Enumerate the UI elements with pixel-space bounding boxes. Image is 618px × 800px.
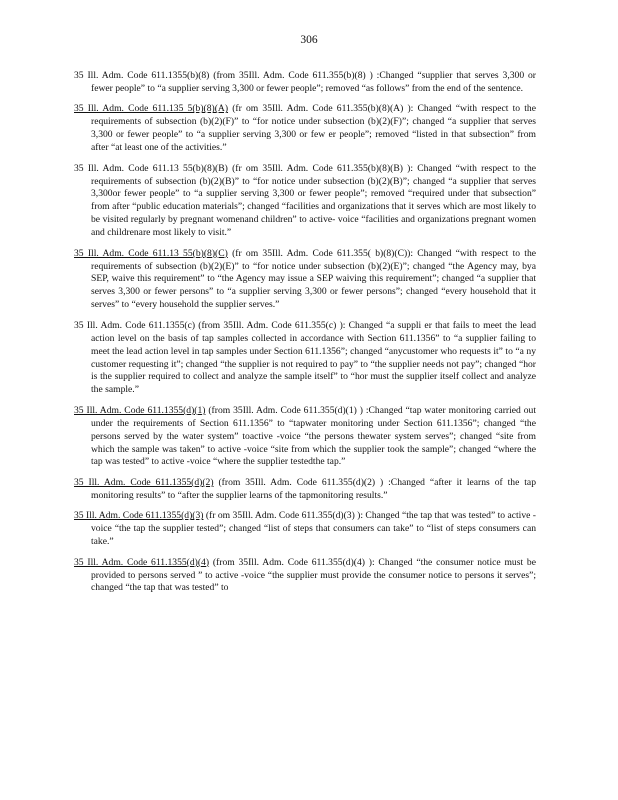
amendment-entry <box>74 103 536 155</box>
amendment-entry <box>74 510 536 549</box>
entry-description: (from 35Ill. Adm. Code 611.355(d)(2) ) :Changed “after it learns of the tap monitoring results” to “after the supplier learns of the tapmonitoring results.” <box>91 476 536 501</box>
entry-description: (fr om 35Ill. Adm. Code 611.355(b)(8)(A) ): Changed “with respect to the requirements of subsection (b)(2)(F)” to “for notice under subsection (b)(2)(F)”; changed “a supplier that serves 3,300 or fewer people” to “a supplier serving 3,300 or few er people”; removed “listed in that subsection” from after “at least one of the activities.” <box>91 103 536 154</box>
entry-description: (fr om 35Ill. Adm. Code 611.355( b)(8)(C)): Changed “with respect to the requirements of subsection (b)(2)(E)” to “for notice under subsection (b)(2)(E)”; changed “the Agency may, bya SEP, waive this requirement” to “the Agency may issue a SEP waiving this requirement”; changed “a supplier that serves 3,300 or fewer persons” to “a supplier serving 3,300 or fewer persons”; changed “every household that it serves” to “every household the supplier serves.” <box>91 247 537 311</box>
entry-citation: 35 Ill. Adm. Code 611.1355(b)(8) <box>74 70 210 81</box>
entry-description: (from 35Ill. Adm. Code 611.355(d)(1) ) :Changed “tap water monitoring carried out under the requirements of Section 611.1356” to “tapwater monitoring under Section 611.1356”; changed “the persons served by the water system” toactive -voice “the persons thewater system serves”; changed “site from which the sample was taken” to active -voice “site from which the supplier took the sample”; changed “where the tap was tested” to active -voice “where the supplier testedthe tap.” <box>91 404 536 468</box>
amendment-entry <box>74 405 536 470</box>
amendment-entry <box>74 320 536 397</box>
amendment-entry <box>74 70 536 96</box>
entry-description: (from 35Ill. Adm. Code 611.355(c) ): Changed “a suppli er that fails to meet the lead action level on the basis of tap samples collected in accordance with Section 611.1356” to “a supplier failing to meet the lead action level in tap samples under Section 611.1356”; changed “anycustomer who requests it” to “a ny customer requesting it”; changed “the supplier is not required to pay” to “the supplier needs not pay”; changed “hor is the supplier required to collect and analyze the sample itself” to “hor must the supplier itself collect and analyze the sample.” <box>91 319 536 396</box>
entry-citation: 35 Ill. Adm. Code 611.13 55(b)(8)(C) <box>74 247 228 259</box>
amendment-entry <box>74 477 536 503</box>
entry-citation: 35 Ill. Adm. Code 611.1355(d)(1) <box>74 404 206 416</box>
entry-citation: 35 Ill. Adm. Code 611.135 5(b)(8)(A) <box>74 103 229 115</box>
entry-description: (from 35Ill. Adm. Code 611.355(d)(4) ): Changed “the consumer notice must be provided to persons served ” to active -voice “the supplier must provide the consumer notice to persons it serves”; changed “the tap that was tested” to <box>91 556 536 594</box>
amendment-entry <box>74 248 536 313</box>
amendment-entry <box>74 163 536 240</box>
entry-citation: 35 Ill. Adm. Code 611.13 55(b)(8)(B) <box>74 162 228 174</box>
entry-citation: 35 Ill. Adm. Code 611.1355(d)(2) <box>74 476 214 488</box>
entry-citation: 35 Ill. Adm. Code 611.1355(c) <box>74 319 196 331</box>
entry-citation: 35 Ill. Adm. Code 611.1355(d)(3) <box>74 510 204 522</box>
amendment-list <box>74 70 536 603</box>
amendment-entry <box>74 557 536 596</box>
entry-description: (fr om 35Ill. Adm. Code 611.355(d)(3) ): Changed “the tap that was tested” to active -voice “the tap the supplier tested”; changed “list of steps that consumers can take” to “list of steps consumers can take.” <box>91 510 536 548</box>
page-number: 306 <box>300 34 318 46</box>
entry-description: (fr om 35Ill. Adm. Code 611.355(b)(8)(B) ): Changed “with respect to the requirements of subsection (b)(2)(B)” to “for notice under subsection (b)(2)(B)”; changed “a supplier that serves 3,300or fewer people” to “a supplier serving 3,300 or fewer people”; removed “required under that subsection” from after “public education materials”; changed “facilities and organizations that it serves which are most likely to be visited regularly by pregnant womenand children” to active- voice “facilities and organizations pregnant women and childrenare most likely to visit.” <box>91 162 537 239</box>
entry-description: (from 35Ill. Adm. Code 611.355(b)(8) ) :Changed “supplier that serves 3,300 or fewer people” to “a supplier serving 3,300 or fewer people”; removed “as follows” from the end of the sentence. <box>91 70 536 94</box>
entry-citation: 35 Ill. Adm. Code 611.1355(d)(4) <box>74 556 210 568</box>
